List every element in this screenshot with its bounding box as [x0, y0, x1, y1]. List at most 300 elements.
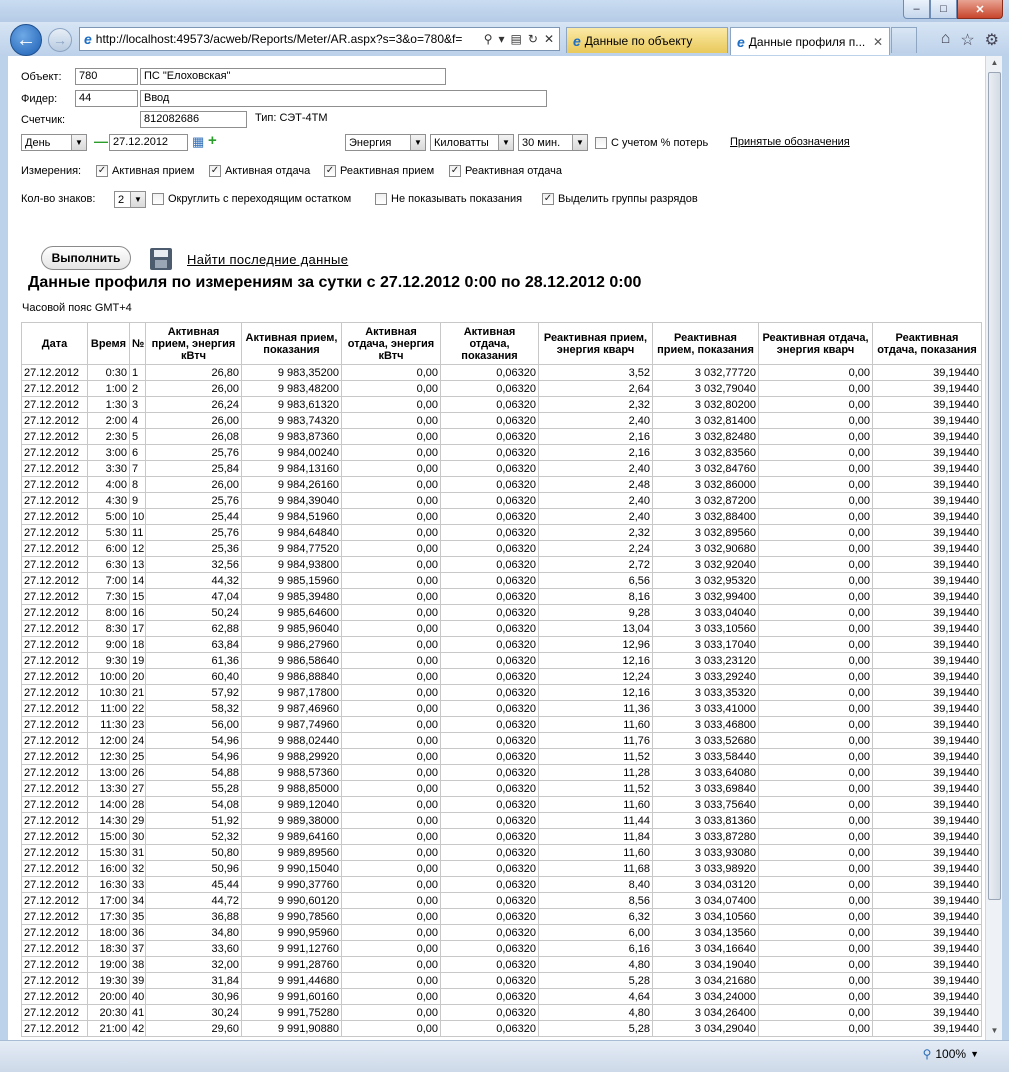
checkbox-checked[interactable]: ✓ [543, 193, 553, 204]
table-cell: 9 987,17800 [242, 685, 342, 701]
table-cell: 9 987,46960 [242, 701, 342, 717]
table-cell: 0,06320 [441, 765, 539, 781]
table-cell: 3 033,23120 [653, 653, 759, 669]
table-cell: 3 033,58440 [653, 749, 759, 765]
table-cell: 0,06320 [441, 1005, 539, 1021]
table-cell: 0,06320 [441, 893, 539, 909]
table-row [22, 413, 982, 429]
table-cell: 0,00 [759, 1021, 873, 1037]
table-cell: 18 [130, 637, 146, 653]
forward-button[interactable] [48, 28, 72, 52]
table-cell: 27.12.2012 [22, 733, 88, 749]
table-cell: 0,00 [759, 413, 873, 429]
table-row [22, 845, 982, 861]
checkbox-unchecked[interactable] [152, 193, 164, 205]
minimize-button[interactable]: – [903, 0, 930, 19]
table-row [22, 381, 982, 397]
table-cell: 26,24 [146, 397, 242, 413]
legend-link[interactable]: Принятые обозначения [730, 136, 850, 148]
table-cell: 0,06320 [441, 733, 539, 749]
table-cell: 28 [130, 797, 146, 813]
table-cell: 3 033,41000 [653, 701, 759, 717]
table-cell: 9 983,35200 [242, 365, 342, 381]
table-cell: 4,80 [539, 1005, 653, 1021]
favorites-star-icon[interactable]: ☆ [960, 32, 975, 49]
table-cell: 39,19440 [873, 989, 982, 1005]
table-cell: 3 034,29040 [653, 1021, 759, 1037]
table-row [22, 925, 982, 941]
new-tab-button[interactable] [891, 27, 917, 53]
table-cell: 0,06320 [441, 653, 539, 669]
table-cell: 27.12.2012 [22, 621, 88, 637]
table-cell: 0,06320 [441, 973, 539, 989]
table-cell: 9 991,90880 [242, 1021, 342, 1037]
table-cell: 27.12.2012 [22, 845, 88, 861]
table-cell: 3 034,10560 [653, 909, 759, 925]
table-cell: 11 [130, 525, 146, 541]
table-cell: 32 [130, 861, 146, 877]
table-cell: 39,19440 [873, 461, 982, 477]
table-cell: 36 [130, 925, 146, 941]
table-cell: 0,06320 [441, 429, 539, 445]
table-cell: 27.12.2012 [22, 637, 88, 653]
table-cell: 0,06320 [441, 589, 539, 605]
col-header: Реактивная прием, энергия кварч [539, 323, 653, 365]
table-cell: 39,19440 [873, 525, 982, 541]
checkbox-checked[interactable]: ✓ [210, 165, 220, 176]
table-row [22, 589, 982, 605]
table-cell: 25,76 [146, 525, 242, 541]
table-cell: 0,00 [342, 893, 441, 909]
table-cell: 12,96 [539, 637, 653, 653]
close-window-button[interactable]: ✕ [957, 0, 1003, 19]
table-row [22, 525, 982, 541]
table-cell: 3,52 [539, 365, 653, 381]
table-cell: 2:00 [88, 413, 130, 429]
table-row [22, 717, 982, 733]
table-row [22, 445, 982, 461]
table-cell: 2:30 [88, 429, 130, 445]
table-cell: 9 984,77520 [242, 541, 342, 557]
table-cell: 9 985,15960 [242, 573, 342, 589]
col-header: Активная отдача, энергия кВтч [342, 323, 441, 365]
table-cell: 0,00 [342, 461, 441, 477]
table-cell: 9 984,51960 [242, 509, 342, 525]
save-disk-icon[interactable] [150, 248, 172, 270]
table-cell: 3 032,80200 [653, 397, 759, 413]
table-cell: 0,06320 [441, 781, 539, 797]
table-cell: 27.12.2012 [22, 861, 88, 877]
table-cell: 26,80 [146, 365, 242, 381]
close-tab-icon[interactable]: ✕ [872, 34, 883, 49]
checkbox-unchecked[interactable] [595, 137, 607, 149]
table-cell: 14:30 [88, 813, 130, 829]
table-cell: 0,00 [759, 397, 873, 413]
table-row [22, 941, 982, 957]
table-row [22, 829, 982, 845]
digits-label: Кол-во знаков: [21, 193, 96, 205]
window-controls [903, 0, 1003, 19]
stop-icon[interactable]: ✕ [543, 32, 554, 46]
table-cell: 11,28 [539, 765, 653, 781]
units-select[interactable] [430, 134, 514, 151]
table-cell: 61,36 [146, 653, 242, 669]
table-cell: 45,44 [146, 877, 242, 893]
table-cell: 39,19440 [873, 413, 982, 429]
table-cell: 0,00 [759, 829, 873, 845]
table-cell: 3 032,79040 [653, 381, 759, 397]
table-row [22, 797, 982, 813]
checkbox-unchecked[interactable] [375, 193, 387, 205]
table-cell: 0,00 [759, 573, 873, 589]
table-cell: 39,19440 [873, 669, 982, 685]
table-cell: 2,16 [539, 429, 653, 445]
col-header: Время [88, 323, 130, 365]
group-digits-checkbox[interactable] [542, 193, 698, 205]
zoom-control[interactable] [923, 1047, 979, 1061]
col-header: Активная прием, показания [242, 323, 342, 365]
table-cell: 29,60 [146, 1021, 242, 1037]
table-cell: 7:00 [88, 573, 130, 589]
table-cell: 0,00 [342, 1021, 441, 1037]
table-cell: 9 991,12760 [242, 941, 342, 957]
table-cell: 3 033,17040 [653, 637, 759, 653]
table-cell: 0,06320 [441, 1021, 539, 1037]
table-cell: 0,06320 [441, 493, 539, 509]
table-cell: 6,56 [539, 573, 653, 589]
table-cell: 0,00 [759, 493, 873, 509]
table-row [22, 893, 982, 909]
table-cell: 35 [130, 909, 146, 925]
page-content [8, 56, 985, 1040]
table-cell: 39,19440 [873, 797, 982, 813]
table-cell: 3 032,92040 [653, 557, 759, 573]
table-cell: 6:00 [88, 541, 130, 557]
compatibility-icon[interactable]: ▤ [510, 32, 522, 46]
table-cell: 27.12.2012 [22, 525, 88, 541]
table-cell: 3 032,86000 [653, 477, 759, 493]
table-cell: 13 [130, 557, 146, 573]
table-cell: 9 984,93800 [242, 557, 342, 573]
table-cell: 0,06320 [441, 461, 539, 477]
table-cell: 9 988,85000 [242, 781, 342, 797]
table-cell: 3:00 [88, 445, 130, 461]
table-cell: 9 985,96040 [242, 621, 342, 637]
find-last-data-link[interactable]: Найти последние данные [187, 252, 349, 267]
table-cell: 39,19440 [873, 365, 982, 381]
tab-object-data[interactable] [566, 27, 728, 53]
table-row [22, 365, 982, 381]
table-cell: 0,06320 [441, 909, 539, 925]
table-cell: 2,72 [539, 557, 653, 573]
table-cell: 27.12.2012 [22, 893, 88, 909]
table-row [22, 1005, 982, 1021]
interval-select[interactable] [518, 134, 588, 151]
search-icon[interactable]: ⚲ [483, 32, 493, 46]
refresh-icon[interactable]: ↻ [527, 32, 538, 46]
table-cell: 39,19440 [873, 909, 982, 925]
table-cell: 5,28 [539, 973, 653, 989]
table-cell: 0,00 [759, 541, 873, 557]
table-cell: 9 990,37760 [242, 877, 342, 893]
table-cell: 0,00 [759, 845, 873, 861]
table-cell: 47,04 [146, 589, 242, 605]
table-cell: 27.12.2012 [22, 925, 88, 941]
table-cell: 39,19440 [873, 877, 982, 893]
table-cell: 0,00 [342, 381, 441, 397]
table-cell: 39,19440 [873, 557, 982, 573]
table-cell: 52,32 [146, 829, 242, 845]
table-cell: 0,00 [759, 701, 873, 717]
table-cell: 3 034,26400 [653, 1005, 759, 1021]
table-cell: 9 989,64160 [242, 829, 342, 845]
settings-gear-icon[interactable]: ⚙ [984, 32, 999, 49]
table-cell: 0,00 [342, 573, 441, 589]
table-cell: 25,76 [146, 493, 242, 509]
table-row [22, 813, 982, 829]
back-button[interactable] [10, 24, 42, 56]
table-cell: 40 [130, 989, 146, 1005]
prev-date-minus-icon[interactable]: — [94, 133, 108, 149]
table-row [22, 989, 982, 1005]
period-select[interactable] [21, 134, 87, 151]
table-cell: 3 032,84760 [653, 461, 759, 477]
table-cell: 39,19440 [873, 493, 982, 509]
table-cell: 27.12.2012 [22, 445, 88, 461]
measure-active-in-checkbox[interactable] [96, 165, 194, 177]
table-cell: 27.12.2012 [22, 701, 88, 717]
checkbox-checked[interactable]: ✓ [97, 165, 107, 176]
home-icon[interactable]: ⌂ [940, 30, 951, 47]
table-cell: 0,00 [342, 941, 441, 957]
run-button[interactable]: Выполнить [41, 246, 131, 270]
table-cell: 3:30 [88, 461, 130, 477]
table-cell: 12,16 [539, 653, 653, 669]
table-cell: 0,00 [342, 829, 441, 845]
table-cell: 0,00 [759, 973, 873, 989]
hide-readings-checkbox[interactable] [375, 193, 522, 205]
table-cell: 0,00 [342, 525, 441, 541]
table-cell: 0,00 [759, 509, 873, 525]
table-cell: 9 990,15040 [242, 861, 342, 877]
table-cell: 6,32 [539, 909, 653, 925]
checkbox-checked[interactable]: ✓ [325, 165, 335, 176]
table-cell: 30,96 [146, 989, 242, 1005]
table-cell: 22 [130, 701, 146, 717]
table-cell: 0,06320 [441, 477, 539, 493]
table-cell: 9 988,57360 [242, 765, 342, 781]
table-cell: 25,44 [146, 509, 242, 525]
table-cell: 0,00 [342, 621, 441, 637]
address-url[interactable]: http://localhost:49573/acweb/Reports/Meter/AR.aspx?s=3&o=780&f= [95, 32, 463, 46]
table-cell: 12:30 [88, 749, 130, 765]
table-row [22, 637, 982, 653]
table-cell: 0,00 [342, 861, 441, 877]
table-cell: 0,06320 [441, 541, 539, 557]
table-row [22, 573, 982, 589]
col-header: Реактивная отдача, энергия кварч [759, 323, 873, 365]
table-cell: 0,06320 [441, 381, 539, 397]
table-cell: 0,00 [342, 605, 441, 621]
table-cell: 39,19440 [873, 477, 982, 493]
feeder-name-input[interactable]: Ввод [140, 90, 547, 107]
table-cell: 0,00 [759, 621, 873, 637]
table-cell: 9 990,95960 [242, 925, 342, 941]
feeder-code-input[interactable]: 44 [75, 90, 138, 107]
table-cell: 0,06320 [441, 957, 539, 973]
calendar-icon[interactable]: ▦ [192, 134, 205, 149]
table-cell: 54,88 [146, 765, 242, 781]
table-cell: 39,19440 [873, 733, 982, 749]
table-cell: 0,06320 [441, 525, 539, 541]
maximize-button[interactable]: □ [930, 0, 957, 19]
table-cell: 11,52 [539, 749, 653, 765]
next-date-plus-icon[interactable]: + [208, 132, 217, 149]
table-cell: 21 [130, 685, 146, 701]
table-cell: 55,28 [146, 781, 242, 797]
measure-active-out-checkbox[interactable] [209, 165, 310, 177]
table-cell: 23 [130, 717, 146, 733]
table-cell: 11,68 [539, 861, 653, 877]
table-cell: 0,00 [759, 877, 873, 893]
table-cell: 2 [130, 381, 146, 397]
address-bar[interactable] [79, 27, 560, 51]
table-cell: 1:00 [88, 381, 130, 397]
table-cell: 32,00 [146, 957, 242, 973]
table-cell: 0,00 [342, 589, 441, 605]
table-cell: 0,00 [759, 653, 873, 669]
table-cell: 3 033,35320 [653, 685, 759, 701]
table-cell: 0,00 [759, 525, 873, 541]
table-cell: 0,00 [342, 973, 441, 989]
table-cell: 3 033,75640 [653, 797, 759, 813]
table-cell: 31,84 [146, 973, 242, 989]
scroll-down-icon[interactable]: ▼ [990, 1026, 999, 1035]
round-checkbox[interactable] [152, 193, 351, 205]
table-cell: 27.12.2012 [22, 877, 88, 893]
table-cell: 0,00 [342, 413, 441, 429]
object-code-input[interactable]: 780 [75, 68, 138, 85]
table-cell: 54,96 [146, 749, 242, 765]
zoom-level: 100% [935, 1047, 967, 1061]
measure-reactive-in-checkbox[interactable] [324, 165, 434, 177]
table-cell: 39,19440 [873, 813, 982, 829]
group-digits-label: Выделить группы разрядов [558, 193, 698, 205]
table-row [22, 493, 982, 509]
table-cell: 0,06320 [441, 397, 539, 413]
table-cell: 2,32 [539, 397, 653, 413]
checkbox-checked[interactable]: ✓ [450, 165, 460, 176]
table-cell: 9:00 [88, 637, 130, 653]
table-cell: 0,00 [342, 989, 441, 1005]
table-cell: 27.12.2012 [22, 717, 88, 733]
table-cell: 6 [130, 445, 146, 461]
table-cell: 33,60 [146, 941, 242, 957]
table-row [22, 765, 982, 781]
table-cell: 0,00 [759, 893, 873, 909]
table-cell: 0,06320 [441, 669, 539, 685]
table-cell: 9 983,74320 [242, 413, 342, 429]
tab-profile-data[interactable] [730, 27, 890, 55]
table-cell: 0,06320 [441, 845, 539, 861]
table-cell: 8,16 [539, 589, 653, 605]
vertical-scrollbar[interactable] [985, 56, 1002, 1040]
digits-select[interactable] [114, 191, 146, 208]
scrollbar-thumb[interactable] [988, 72, 1001, 900]
table-cell: 15:00 [88, 829, 130, 845]
table-cell: 0,00 [342, 957, 441, 973]
table-row [22, 781, 982, 797]
table-cell: 21:00 [88, 1021, 130, 1037]
table-cell: 9 991,28760 [242, 957, 342, 973]
table-cell: 39,19440 [873, 893, 982, 909]
table-cell: 44,32 [146, 573, 242, 589]
table-cell: 14:00 [88, 797, 130, 813]
table-cell: 0,00 [759, 589, 873, 605]
table-cell: 0,00 [342, 813, 441, 829]
table-cell: 0,00 [342, 909, 441, 925]
table-cell: 3 033,29240 [653, 669, 759, 685]
table-cell: 0,00 [759, 461, 873, 477]
measure-label: Активная отдача [225, 165, 311, 177]
table-cell: 3 034,07400 [653, 893, 759, 909]
table-cell: 3 034,16640 [653, 941, 759, 957]
losses-checkbox[interactable] [595, 137, 708, 149]
interval-value: 30 мин. [522, 136, 561, 149]
energy-select[interactable] [345, 134, 426, 151]
table-cell: 0,00 [759, 381, 873, 397]
table-cell: 27.12.2012 [22, 605, 88, 621]
table-row [22, 877, 982, 893]
table-cell: 7:30 [88, 589, 130, 605]
table-cell: 6:30 [88, 557, 130, 573]
table-cell: 39,19440 [873, 749, 982, 765]
table-cell: 5:30 [88, 525, 130, 541]
table-cell: 0,00 [759, 669, 873, 685]
table-cell: 41 [130, 1005, 146, 1021]
col-header: № [130, 323, 146, 365]
table-cell: 0:30 [88, 365, 130, 381]
forward-arrow-icon: → [53, 32, 67, 48]
dropdown-icon[interactable]: ▾ [498, 32, 505, 46]
chevron-down-icon: ▼ [71, 135, 86, 150]
scroll-up-icon[interactable]: ▲ [990, 58, 999, 67]
table-cell: 30 [130, 829, 146, 845]
measure-reactive-out-checkbox[interactable] [449, 165, 562, 177]
object-name-input[interactable]: ПС "Елоховская" [140, 68, 446, 85]
table-cell: 0,06320 [441, 445, 539, 461]
table-cell: 0,00 [342, 765, 441, 781]
table-cell: 0,00 [759, 813, 873, 829]
table-cell: 9 986,27960 [242, 637, 342, 653]
table-cell: 37 [130, 941, 146, 957]
table-cell: 3 034,13560 [653, 925, 759, 941]
table-cell: 11:00 [88, 701, 130, 717]
table-cell: 2,40 [539, 493, 653, 509]
table-cell: 0,00 [342, 637, 441, 653]
chevron-down-icon: ▼ [572, 135, 587, 150]
table-row [22, 861, 982, 877]
table-cell: 0,06320 [441, 509, 539, 525]
chevron-down-icon: ▼ [970, 1049, 979, 1059]
table-cell: 60,40 [146, 669, 242, 685]
table-cell: 9 989,89560 [242, 845, 342, 861]
table-cell: 9 985,39480 [242, 589, 342, 605]
meter-number-input[interactable]: 812082686 [140, 111, 247, 128]
table-cell: 27.12.2012 [22, 557, 88, 573]
table-cell: 7 [130, 461, 146, 477]
date-input[interactable]: 27.12.2012 [109, 134, 188, 151]
